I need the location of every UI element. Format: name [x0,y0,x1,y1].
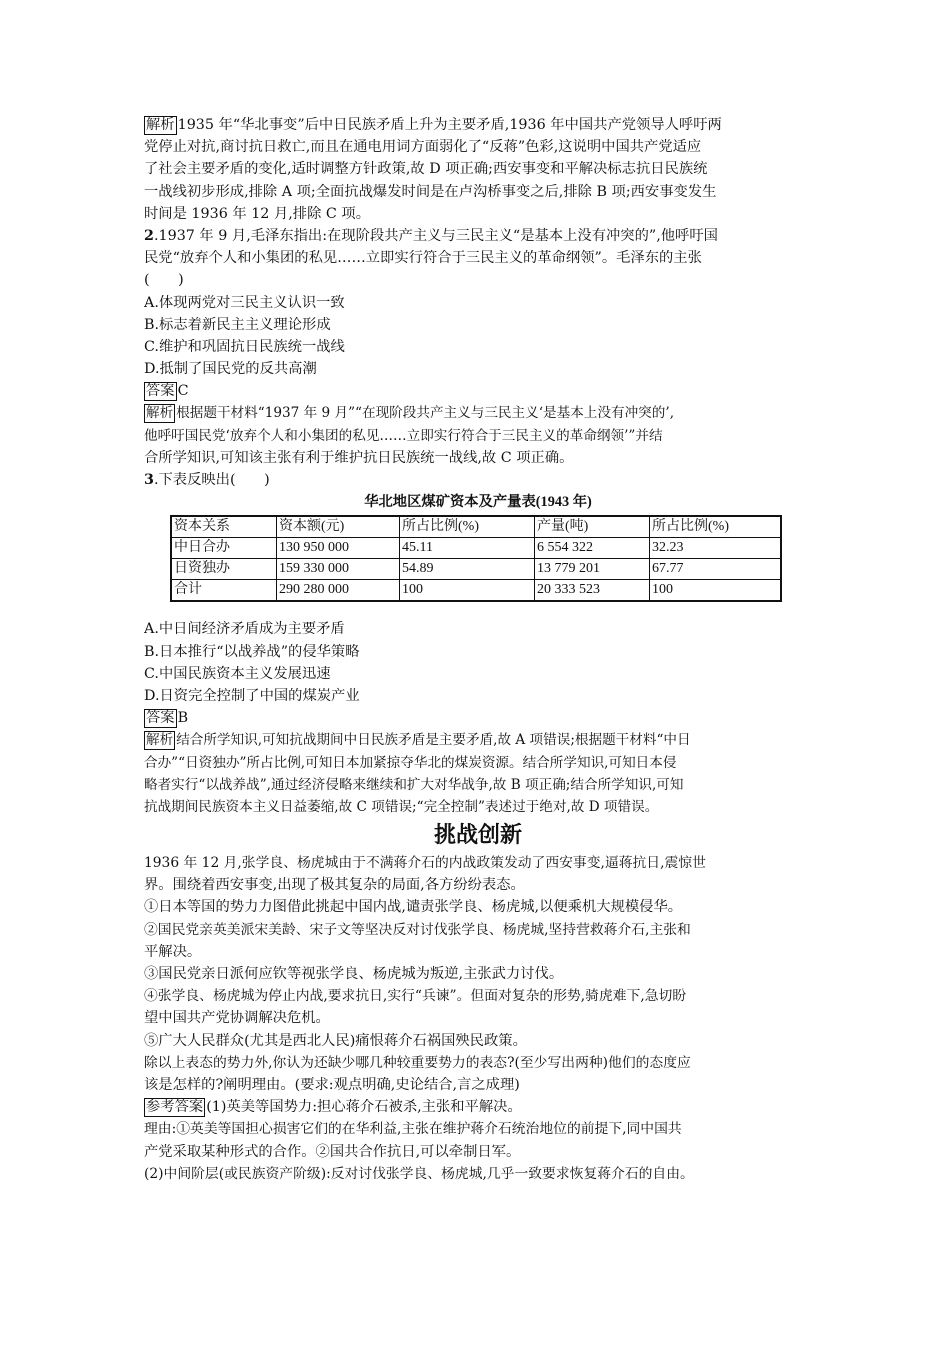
material-line: 平解决。 [144,943,202,960]
material-line: 界。围绕着西安事变,出现了极其复杂的局面,各方纷纷表态。 [144,877,525,894]
analysis-line: 一战线初步形成,排除 A 项;全面抗战爆发时间是在卢沟桥事变之后,排除 B 项;西安事变发生 [144,183,717,200]
table-cell: 32.23 [650,538,782,559]
analysis-tag: 解析 [146,405,174,422]
table-header-cell: 产量(吨) [535,516,650,538]
document-page [144,114,812,1185]
option-d: D.抵制了国民党的反共高潮 [144,361,317,378]
analysis-line [144,402,812,424]
reference-answer-line: 理由:①英美等国担心损害它们的在华利益,主张在维护蒋介石统治地位的前提下,同中国共 [144,1121,682,1138]
table-cell: 54.89 [400,559,535,580]
material-line: 1936 年 12 月,张学良、杨虎城由于不满蒋介石的内战政策发动了西安事变,逼蒋抗日,震惊世 [144,855,706,872]
reference-answer-line [144,1096,812,1118]
table-cell: 20 333 523 [535,580,650,602]
table-header-cell: 资本关系 [171,516,277,538]
analysis-line: 抗战期间民族资本主义日益萎缩,故 C 项错误;“完全控制”表述过于绝对,故 D 项错误。 [144,798,659,815]
option-d: D.日资完全控制了中国的煤炭产业 [144,687,360,704]
option-c: C.中国民族资本主义发展迅速 [144,665,331,682]
answer-line [144,707,812,729]
table-title: 华北地区煤矿资本及产量表(1943 年) [364,494,592,511]
table-spacer [144,602,812,618]
material-line: ⑤广大人民群众(尤其是西北人民)痛恨蒋介石祸国殃民政策。 [144,1032,527,1049]
table-cell: 130 950 000 [277,538,400,559]
question-number: 2 [144,227,154,244]
answer-value: B [177,710,189,727]
analysis-line [144,729,812,751]
question-text: .下表反映出( ) [153,472,270,488]
material-line: ②国民党亲英美派宋美龄、宋子文等坚决反对讨伐张学良、杨虎城,坚持营救蒋介石,主张和 [144,921,691,938]
option-b: B.日本推行“以战养战”的侵华策略 [144,643,360,660]
analysis-text: 根据题干材料“1937 年 9 月”“在现阶段共产主义与三民主义‘是基本上没有冲突的’, [176,405,675,422]
analysis-text: 1935 年“华北事变”后中日民族矛盾上升为主要矛盾,1936 年中国共产党领导人呼吁两 [177,117,722,133]
analysis-tag: 解析 [146,732,174,749]
question-line: 该是怎样的?阐明理由。(要求:观点明确,史论结合,言之成理) [144,1076,520,1093]
material-line: ③国民党亲日派何应钦等视张学良、杨虎城为叛逆,主张武力讨伐。 [144,966,564,982]
table-cell: 290 280 000 [277,580,400,602]
table-cell: 45.11 [400,538,535,559]
table-header-row [171,516,781,538]
table-header-cell: 资本额(元) [277,516,400,538]
table-cell: 日资独办 [171,559,277,580]
reference-answer-text: (1)英美等国势力:担心蒋介石被杀,主张和平解决。 [206,1099,522,1116]
table-cell: 合计 [171,580,277,602]
analysis-line: 合所学知识,可知该主张有利于维护抗日民族统一战线,故 C 项正确。 [144,449,574,466]
option-b: B.标志着新民主主义理论形成 [144,316,331,333]
analysis-line [144,114,812,136]
option-a: A.体现两党对三民主义认识一致 [144,294,345,311]
section-title: 挑战创新 [433,823,522,849]
analysis-text: 结合所学知识,可知抗战期间中日民族矛盾是主要矛盾,故 A 项错误;根据题干材料“中日 [176,732,691,749]
analysis-line: 合办”“日资独办”所占比例,可知日本加紧掠夺华北的煤炭资源。结合所学知识,可知日本侵 [144,754,677,771]
table-header-cell: 所占比例(%) [400,516,535,538]
table-cell: 13 779 201 [535,559,650,580]
answer-tag: 答案 [146,383,175,400]
question-text: .1937 年 9 月,毛泽东指出:在现阶段共产主义与三民主义“是基本上没有冲突的”,他呼吁国 [153,227,718,244]
table-cell: 67.77 [650,559,782,580]
option-a: A.中日间经济矛盾成为主要矛盾 [144,621,345,638]
analysis-line: 了社会主要矛盾的变化,适时调整方针政策,故 D 项正确;西安事变和平解决标志抗日民族统 [144,161,708,178]
table-header-cell: 所占比例(%) [650,516,782,538]
material-line: ④张学良、杨虎城为停止内战,要求抗日,实行“兵谏”。但面对复杂的形势,骑虎难下,急切盼 [144,988,687,1005]
answer-line [144,380,812,402]
table-cell: 6 554 322 [535,538,650,559]
material-line: ①日本等国的势力力图借此挑起中国内战,谴责张学良、杨虎城,以便乘机大规模侵华。 [144,899,683,916]
analysis-tag: 解析 [146,117,175,133]
data-table [170,515,782,602]
answer-value: C [177,383,189,400]
question-line: 除以上表态的势力外,你认为还缺少哪几种较重要势力的表态?(至少写出两种)他们的态度应 [144,1054,691,1071]
analysis-line: 党停止对抗,商讨抗日救亡,而且在通电用词方面弱化了“反蒋”色彩,这说明中国共产党适应 [144,139,702,156]
table-row [171,580,781,602]
question-stem: ( ) [144,272,184,289]
question-number: 3 [144,472,154,488]
table-row [171,559,781,580]
analysis-line: 他呼吁国民党‘放弃个人和小集团的私见……立即实行符合于三民主义的革命纲领’”并结 [144,427,663,444]
table-cell: 159 330 000 [277,559,400,580]
table-cell: 100 [650,580,782,602]
table-cell: 中日合办 [171,538,277,559]
question-stem [144,469,812,491]
material-line: 望中国共产党协调解决危机。 [144,1010,330,1027]
answer-tag: 答案 [146,710,175,727]
question-stem [144,225,812,247]
question-stem: 民党“放弃个人和小集团的私见……立即实行符合于三民主义的革命纲领”。毛泽东的主张 [144,250,702,267]
analysis-line: 略者实行“以战养战”,通过经济侵略来继续和扩大对华战争,故 B 项正确;结合所学知识,可知 [144,776,684,793]
analysis-line: 时间是 1936 年 12 月,排除 C 项。 [144,205,370,222]
option-c: C.维护和巩固抗日民族统一战线 [144,338,345,355]
table-cell: 100 [400,580,535,602]
reference-answer-line: 产党采取某种形式的合作。②国共合作抗日,可以牵制日军。 [144,1143,521,1160]
reference-answer-line: (2)中间阶层(或民族资产阶级):反对讨伐张学良、杨虎城,几乎一致要求恢复蒋介石的自由。 [144,1165,694,1182]
table-row [171,538,781,559]
reference-answer-tag: 参考答案 [146,1099,204,1116]
